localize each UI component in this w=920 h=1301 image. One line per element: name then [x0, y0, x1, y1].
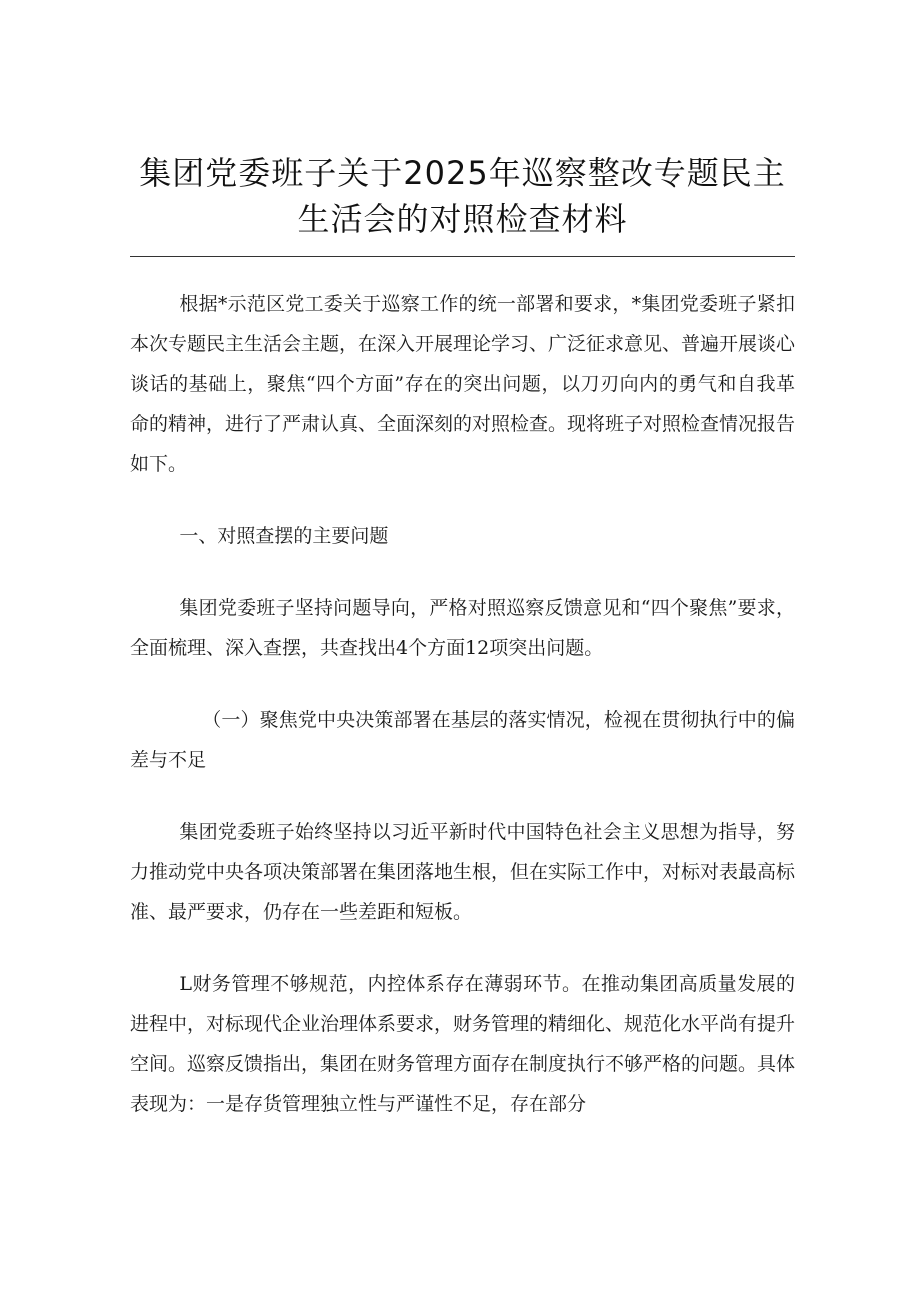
- item-paragraph: L财务管理不够规范，内控体系存在薄弱环节。在推动集团高质量发展的进程中，对标现代企业治理体系要求，财务管理的精细化、规范化水平尚有提升空间。巡察反馈指出，集团在财务管理方面存在制度执行不够严格的问题。具体表现为：一是存货管理独立性与严谨性不足，存在部分: [130, 973, 796, 1115]
- title-line-2: 生活会的对照检查材料: [297, 200, 628, 238]
- subsection-paragraph: 集团党委班子始终坚持以习近平新时代中国特色社会主义思想为指导，努力推动党中央各项决策部署在集团落地生根，但在实际工作中，对标对表最高标准、最严要求，仍存在一些差距和短板。: [130, 821, 796, 923]
- summary-paragraph: 集团党委班子坚持问题导向，严格对照巡察反馈意见和“四个聚焦”要求，全面梳理、深入查摆，共查找出4个方面12项突出问题。: [130, 597, 795, 659]
- intro-paragraph: 根据*示范区党工委关于巡察工作的统一部署和要求，*集团党委班子紧扣本次专题民主生活会主题，在深入开展理论学习、广泛征求意见、普遍开展谈心谈话的基础上，聚焦“四个方面”存在的突出问题，以刀刃向内的勇气和自我革命的精神，进行了严肃认真、全面深刻的对照检查。现将班子对照检查情况报告如下。: [130, 293, 796, 475]
- document-title: [130, 150, 795, 242]
- title-line-1: 集团党委班子关于2025年巡察整改专题民主: [139, 154, 786, 192]
- section-heading: 一、对照查摆的主要问题: [179, 525, 389, 547]
- title-underline: [130, 256, 795, 257]
- subsection-heading: （一）聚焦党中央决策部署在基层的落实情况，检视在贯彻执行中的偏差与不足: [130, 709, 795, 771]
- document-body: [130, 284, 795, 1156]
